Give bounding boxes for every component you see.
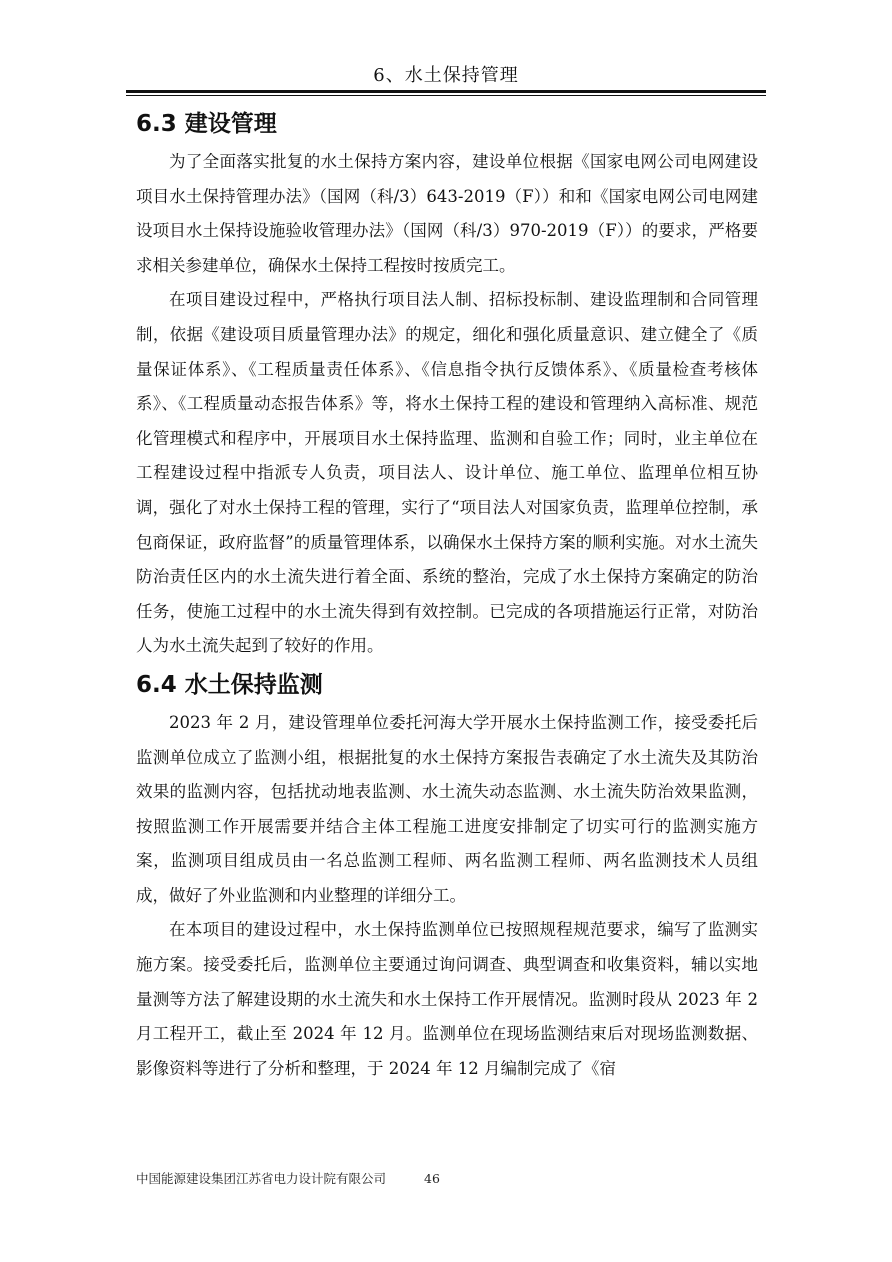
- page-body: [136, 103, 758, 1086]
- footer-organization: 中国能源建设集团江苏省电力设计院有限公司: [136, 1171, 387, 1186]
- paragraph: 2023 年 2 月，建设管理单位委托河海大学开展水土保持监测工作，接受委托后监测单位成立了监测小组，根据批复的水土保持方案报告表确定了水土流失及其防治效果的监测内容，包括扰动地表监测、水土流失动态监测、水土流失防治效果监测，按照监测工作开展需要并结合主体工程施工进度安排制定了切实可行的监测实施方案，监测项目组成员由一名总监测工程师、两名监测工程师、两名监测技术人员组成，做好了外业监测和内业整理的详细分工。: [136, 712, 758, 905]
- paragraph: 为了全面落实批复的水土保持方案内容，建设单位根据《国家电网公司电网建设项目水土保持管理办法》（国网（科/3）643-2019（F））和和《国家电网公司电网建设项目水土保持设施验收管理办法》（国网（科/3）970-2019（F））的要求，严格要求相关参建单位，确保水土保持工程按时按质完工。: [136, 152, 758, 275]
- paragraph: 在项目建设过程中，严格执行项目法人制、招标投标制、建设监理制和合同管理制，依据《建设项目质量管理办法》的规定，细化和强化质量意识、建立健全了《质量保证体系》、《工程质量责任体系》、《信息指令执行反馈体系》、《质量检查考核体系》、《工程质量动态报告体系》等，将水土保持工程的建设和管理纳入高标准、规范化管理模式和程序中，开展项目水土保持监理、监测和自验工作；同时，业主单位在工程建设过程中指派专人负责，项目法人、设计单位、施工单位、监理单位相互协调，强化了对水土保持工程的管理，实行了“项目法人对国家负责，监理单位控制，承包商保证，政府监督”的质量管理体系，以确保水土保持方案的顺利实施。对水土流失防治责任区内的水土流失进行着全面、系统的整治，完成了水土保持方案确定的防治任务，使施工过程中的水土流失得到有效控制。已完成的各项措施运行正常，对防治人为水土流失起到了较好的作用。: [136, 290, 758, 656]
- section-heading-6-3: 6.3 建设管理: [136, 111, 277, 137]
- section-heading-6-4: 6.4 水土保持监测: [136, 671, 323, 698]
- running-header-title: 6、水土保持管理: [373, 65, 519, 86]
- header-rule-thick: [126, 90, 766, 93]
- page-footer: [136, 1170, 440, 1188]
- paragraph: 在本项目的建设过程中，水土保持监测单位已按照规程规范要求，编写了监测实施方案。接受委托后，监测单位主要通过询问调查、典型调查和收集资料，辅以实地量测等方法了解建设期的水土流失和水土保持工作开展情况。监测时段从 2023 年 2 月工程开工，截止至 2024 年 12 月。监测单位在现场监测结束后对现场监测数据、影像资料等进行了分析和整理，于 2024 年 12 月编制完成了《宿: [136, 920, 758, 1078]
- header-rule-thin: [126, 95, 766, 96]
- page-number: 46: [424, 1171, 440, 1186]
